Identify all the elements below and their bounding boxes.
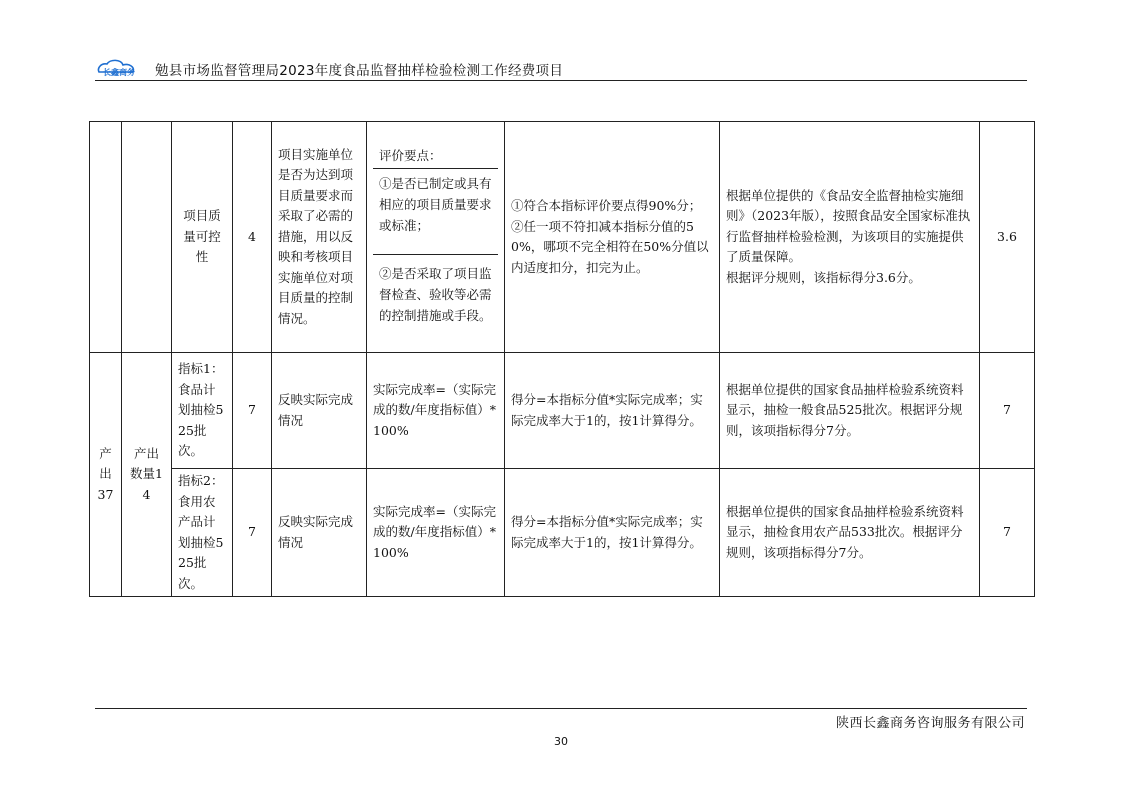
- svg-text:长鑫商务: 长鑫商务: [103, 68, 135, 77]
- score-cell: 3.6: [980, 122, 1035, 353]
- level1-cell-empty: [90, 122, 122, 353]
- analysis-cell: 根据单位提供的国家食品抽样检验系统资料显示，抽检食用农产品533批次。根据评分规则，该项指标得分7分。: [720, 469, 980, 597]
- score-cell: 7: [980, 353, 1035, 469]
- indicator-desc-cell: 项目实施单位是否为达到项目质量要求而采取了必需的措施，用以反映和考核项目实施单位对项目质量的控制情况。: [272, 122, 367, 353]
- footer-company: 陕西长鑫商务咨询服务有限公司: [835, 716, 1025, 731]
- weight-cell: 7: [233, 353, 272, 469]
- company-logo: [95, 58, 145, 78]
- evaluation-points-cell: 实际完成率=（实际完成的数/年度指标值）*100%: [367, 353, 505, 469]
- points-title: 评价要点：: [373, 144, 498, 169]
- point-2: ②是否采取了项目监督检查、验收等必需的控制措施或手段。: [379, 266, 492, 323]
- weight-cell: 4: [233, 122, 272, 353]
- footer-divider: [95, 708, 1027, 709]
- indicator-cell: 指标2：食用农产品计划抽检525批次。: [172, 469, 233, 597]
- header-title: 勉县市场监督管理局2023年度食品监督抽样检验检测工作经费项目: [155, 63, 564, 79]
- scoring-rule-cell: 得分=本指标分值*实际完成率；实际完成率大于1的，按1计算得分。: [505, 353, 720, 469]
- page-header: [95, 58, 1027, 81]
- level2-output-cell: 产出数量14: [122, 353, 172, 597]
- table-row: [90, 122, 1035, 353]
- level2-cell-empty: [122, 122, 172, 353]
- indicator-desc-cell: 反映实际完成情况: [272, 469, 367, 597]
- level1-output-cell: 产出37: [90, 353, 122, 597]
- table-row: [90, 469, 1035, 597]
- weight-cell: 7: [233, 469, 272, 597]
- indicator-cell: 指标1：食品计划抽检525批次。: [172, 353, 233, 469]
- evaluation-table: [89, 121, 1035, 597]
- analysis-cell: 根据单位提供的国家食品抽样检验系统资料显示，抽检一般食品525批次。根据评分规则，该项指标得分7分。: [720, 353, 980, 469]
- scoring-rule-cell: 得分=本指标分值*实际完成率；实际完成率大于1的，按1计算得分。: [505, 469, 720, 597]
- score-cell: 7: [980, 469, 1035, 597]
- evaluation-points-cell: 实际完成率=（实际完成的数/年度指标值）*100%: [367, 469, 505, 597]
- evaluation-points-cell: [367, 122, 505, 353]
- table-row: [90, 353, 1035, 469]
- point-1: ①是否已制定或具有相应的项目质量要求或标准；: [373, 169, 498, 255]
- scoring-rule-cell: ①符合本指标评价要点得90%分；②任一项不符扣减本指标分值的50%，哪项不完全相符在50%分值以内适度扣分，扣完为止。: [505, 122, 720, 353]
- analysis-cell: 根据单位提供的《食品安全监督抽检实施细则》（2023年版），按照食品安全国家标准执行监督抽样检验检测，为该项目的实施提供了质量保障。 根据评分规则，该指标得分3.6分。: [720, 122, 980, 353]
- page-number: 30: [554, 735, 568, 748]
- indicator-desc-cell: 反映实际完成情况: [272, 353, 367, 469]
- indicator-cell: 项目质量可控性: [172, 122, 233, 353]
